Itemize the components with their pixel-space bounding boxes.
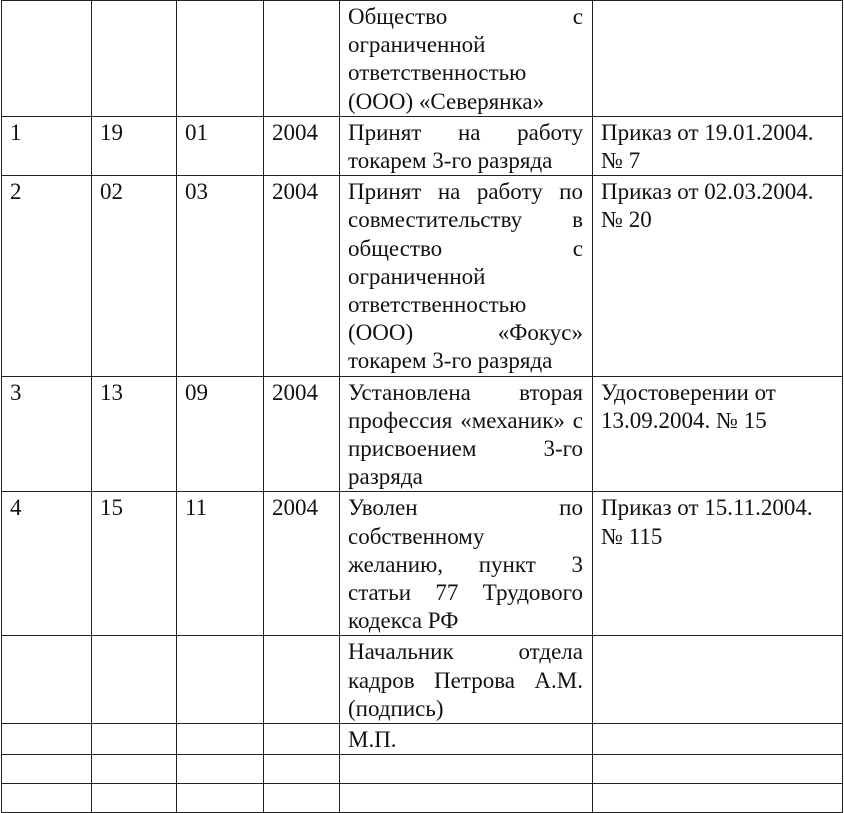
year-cell: [264, 755, 340, 784]
month-cell: 09: [177, 376, 264, 492]
year-cell: 2004: [264, 376, 340, 492]
year-cell: 2004: [264, 116, 340, 175]
basis-cell: [593, 755, 843, 784]
month-cell: [177, 636, 264, 724]
table-row: [2, 784, 843, 813]
table-row: [2, 376, 843, 492]
basis-cell: Приказ от 15.11.2004. № 115: [593, 492, 843, 636]
day-cell: 13: [92, 376, 177, 492]
record-text-cell: [340, 784, 593, 813]
record-number-cell: 3: [2, 376, 92, 492]
record-number-cell: [2, 636, 92, 724]
day-cell: [92, 724, 177, 755]
table-row: [2, 1, 843, 117]
year-cell: [264, 636, 340, 724]
table-row: [2, 636, 843, 724]
month-cell: 11: [177, 492, 264, 636]
table-row: [2, 176, 843, 376]
month-cell: [177, 1, 264, 117]
basis-cell: [593, 636, 843, 724]
table-row: [2, 116, 843, 175]
day-cell: 02: [92, 176, 177, 376]
day-cell: [92, 636, 177, 724]
basis-cell: Приказ от 02.03.2004. № 20: [593, 176, 843, 376]
record-number-cell: 2: [2, 176, 92, 376]
record-number-cell: 1: [2, 116, 92, 175]
record-text-cell: Уволен по собственному желанию, пункт 3 статьи 77 Трудового кодекса РФ: [340, 492, 593, 636]
month-cell: 03: [177, 176, 264, 376]
month-cell: [177, 755, 264, 784]
year-cell: 2004: [264, 176, 340, 376]
table-row: [2, 492, 843, 636]
basis-cell: [593, 724, 843, 755]
table-row: [2, 755, 843, 784]
year-cell: 2004: [264, 492, 340, 636]
year-cell: [264, 724, 340, 755]
basis-cell: [593, 1, 843, 117]
year-cell: [264, 784, 340, 813]
day-cell: [92, 1, 177, 117]
record-text-cell: Общество с ограниченной ответственностью (ООО) «Северянка»: [340, 1, 593, 117]
record-number-cell: [2, 755, 92, 784]
table-row: [2, 724, 843, 755]
day-cell: 19: [92, 116, 177, 175]
day-cell: 15: [92, 492, 177, 636]
record-text-cell: Начальник отдела кадров Петрова А.М. (подпись): [340, 636, 593, 724]
month-cell: [177, 724, 264, 755]
record-text-cell: Принят на работу по совместительству в общество с ограниченной ответственностью (ООО) «Фокус» токарем 3-го разряда: [340, 176, 593, 376]
record-text-cell: Принят на работу токарем 3-го разряда: [340, 116, 593, 175]
record-number-cell: [2, 724, 92, 755]
employment-record-table: [1, 0, 843, 813]
record-number-cell: [2, 784, 92, 813]
basis-cell: Приказ от 19.01.2004. № 7: [593, 116, 843, 175]
day-cell: [92, 755, 177, 784]
year-cell: [264, 1, 340, 117]
record-text-cell: М.П.: [340, 724, 593, 755]
month-cell: 01: [177, 116, 264, 175]
basis-cell: [593, 784, 843, 813]
record-number-cell: 4: [2, 492, 92, 636]
record-text-cell: [340, 755, 593, 784]
record-text-cell: Установлена вторая профессия «механик» с присвоением 3-го разряда: [340, 376, 593, 492]
month-cell: [177, 784, 264, 813]
record-number-cell: [2, 1, 92, 117]
basis-cell: Удостоверении от 13.09.2004. № 15: [593, 376, 843, 492]
day-cell: [92, 784, 177, 813]
